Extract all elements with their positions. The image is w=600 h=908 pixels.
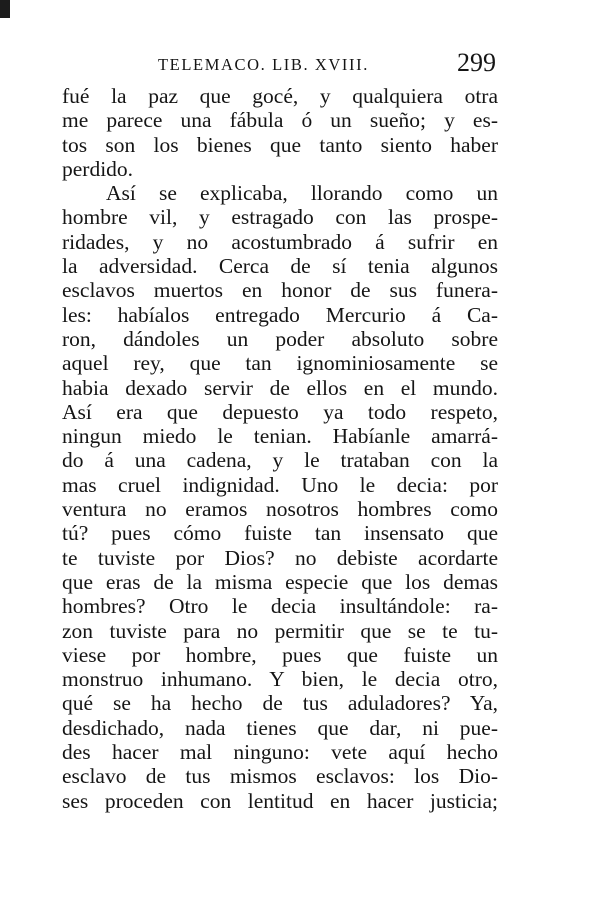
- text-line: Así era que depuesto ya todo respeto,: [62, 399, 498, 424]
- text-line: monstruo inhumano. Y bien, le decia otro,: [62, 667, 498, 692]
- text-line: aquel rey, que tan ignominiosamente se: [62, 351, 498, 376]
- text-line: des hacer mal ninguno: vete aquí hecho: [62, 740, 498, 765]
- text-line: zon tuviste para no permitir que se te tu-: [62, 618, 498, 643]
- text-line: tú? pues cómo fuiste tan insensato que: [62, 521, 498, 546]
- text-line: ses proceden con lentitud en hacer justicia;: [62, 788, 498, 813]
- text-line: do á una cadena, y le trataban con la: [62, 448, 498, 473]
- text-line: les: habíalos entregado Mercurio á Ca-: [62, 302, 498, 327]
- text-line: desdichado, nada tienes que dar, ni pue-: [62, 715, 498, 740]
- text-line: ventura no eramos nosotros hombres como: [62, 497, 498, 522]
- text-line: Así se explicaba, llorando como un: [106, 181, 498, 206]
- text-line: te tuviste por Dios? no debiste acordarte: [62, 545, 498, 570]
- text-line: ridades, y no acostumbrado á sufrir en: [62, 229, 498, 254]
- text-line: me parece una fábula ó un sueño; y es-: [62, 108, 498, 133]
- text-line: esclavo de tus mismos esclavos: los Dio-: [62, 764, 498, 789]
- text-line: habia dexado servir de ellos en el mundo.: [62, 375, 498, 400]
- text-line: ron, dándoles un poder absoluto sobre: [62, 326, 498, 351]
- page-header: [158, 48, 496, 80]
- text-line: tos son los bienes que tanto siento haber: [62, 132, 498, 157]
- text-line: hombres? Otro le decia insultándole: ra-: [62, 594, 498, 619]
- text-line: que eras de la misma especie que los demas: [62, 569, 498, 594]
- text-line: mas cruel indignidad. Uno le decia: por: [62, 472, 498, 497]
- text-line: hombre vil, y estragado con las prospe-: [62, 205, 498, 230]
- text-line: qué se ha hecho de tus aduladores? Ya,: [62, 691, 498, 716]
- text-line: esclavos muertos en honor de sus funera-: [62, 278, 498, 303]
- body-text: [62, 84, 498, 813]
- page-number: 299: [457, 48, 496, 77]
- scan-edge-mark: [0, 0, 10, 18]
- text-line: perdido.: [62, 156, 134, 181]
- text-line: ningun miedo le tenian. Habíanle amarrá-: [62, 424, 498, 449]
- text-line: viese por hombre, pues que fuiste un: [62, 642, 498, 667]
- running-head: TELEMACO. LIB. XVIII.: [158, 55, 369, 74]
- text-line: fué la paz que gocé, y qualquiera otra: [62, 84, 498, 108]
- text-line: la adversidad. Cerca de sí tenia algunos: [62, 254, 498, 279]
